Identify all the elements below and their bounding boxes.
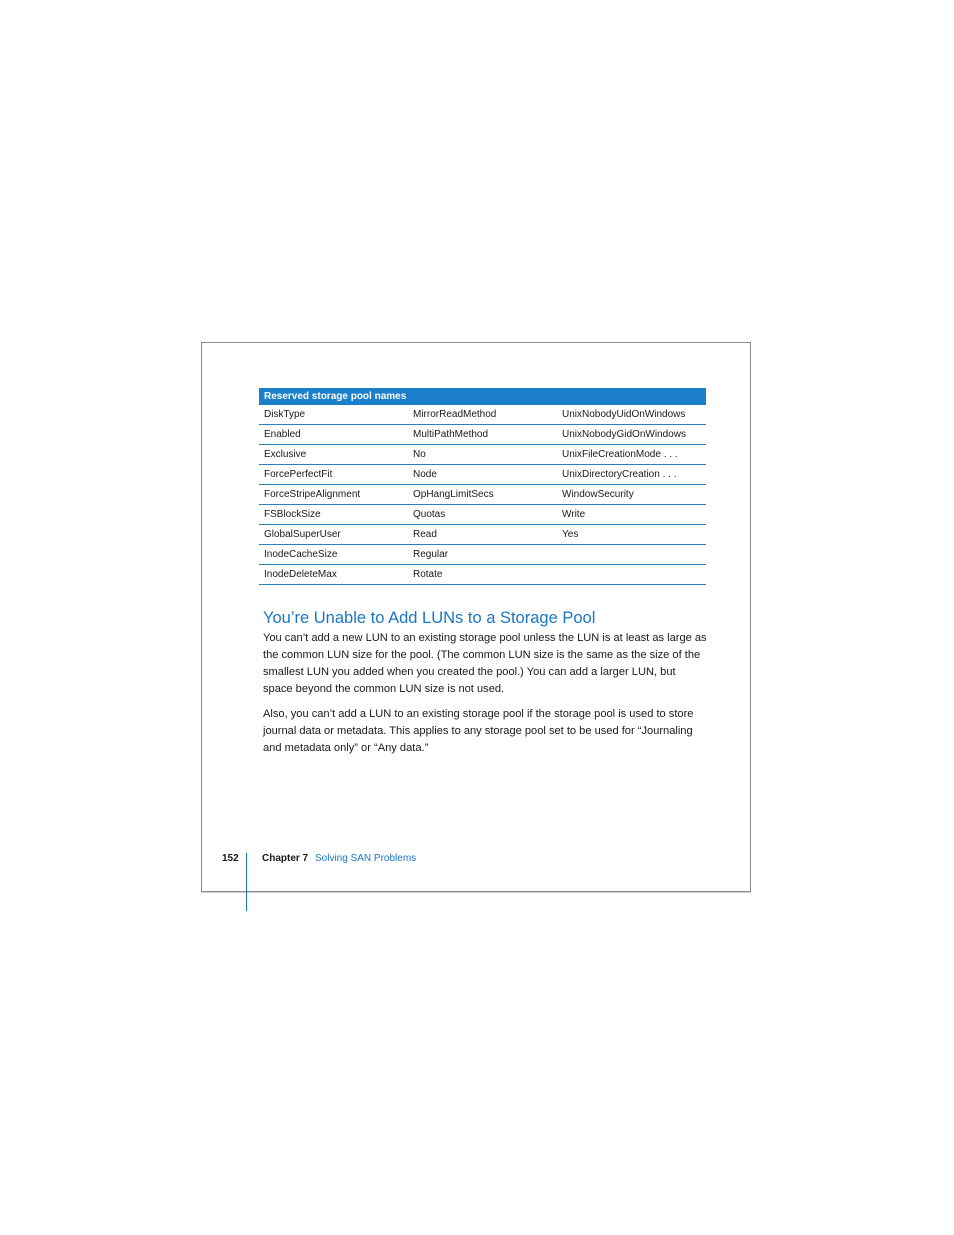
table-cell: InodeCacheSize: [259, 545, 408, 565]
table-cell: Enabled: [259, 425, 408, 445]
table-cell: UnixNobodyGidOnWindows: [557, 425, 706, 445]
table-cell: Node: [408, 465, 557, 485]
table-cell: Regular: [408, 545, 557, 565]
table-cell: Exclusive: [259, 445, 408, 465]
table-cell: UnixDirectoryCreation . . .: [557, 465, 706, 485]
chapter-title: Solving SAN Problems: [315, 853, 417, 864]
table-cell: Read: [408, 525, 557, 545]
table-cell: MirrorReadMethod: [408, 405, 557, 425]
table-header-row: [259, 388, 706, 405]
section-heading: You’re Unable to Add LUNs to a Storage Pool: [263, 609, 596, 627]
table-cell: Rotate: [408, 565, 557, 585]
table-cell: ForceStripeAlignment: [259, 485, 408, 505]
body-paragraph: Also, you can’t add a LUN to an existing storage pool if the storage pool is used to store journal data or metadata. This applies to any storage pool set to be used for “Journaling and metadata only” or “Any data.”: [263, 708, 694, 754]
footer-divider: [246, 853, 247, 911]
table-cell: Quotas: [408, 505, 557, 525]
table-cell: FSBlockSize: [259, 505, 408, 525]
table-row: [259, 525, 706, 545]
table-cell: Yes: [557, 525, 706, 545]
table-cell: ForcePerfectFit: [259, 465, 408, 485]
page-number: 152: [222, 853, 239, 864]
table-cell: InodeDeleteMax: [259, 565, 408, 585]
table-row: [259, 505, 706, 525]
table-header: Reserved storage pool names: [259, 388, 706, 405]
chapter-label: Chapter 7: [262, 853, 309, 864]
reserved-pool-names-table: [259, 388, 706, 585]
table-row: [259, 565, 706, 585]
table-cell: DiskType: [259, 405, 408, 425]
table-row: [259, 545, 706, 565]
table-cell: UnixNobodyUidOnWindows: [557, 405, 706, 425]
table-cell: OpHangLimitSecs: [408, 485, 557, 505]
table-cell: UnixFileCreationMode . . .: [557, 445, 706, 465]
table-row: [259, 425, 706, 445]
table-row: [259, 445, 706, 465]
table-cell: MultiPathMethod: [408, 425, 557, 445]
table-row: [259, 485, 706, 505]
table-cell: GlobalSuperUser: [259, 525, 408, 545]
table-row: [259, 405, 706, 425]
table-cell: No: [408, 445, 557, 465]
table-row: [259, 465, 706, 485]
body-paragraph: You can’t add a new LUN to an existing storage pool unless the LUN is at least as large as the common LUN size for the pool. (The common LUN size is the same as the size of the smallest LUN you added when you created the pool.) You can add a larger LUN, but space beyond the common LUN size is not used.: [263, 632, 707, 695]
table-cell: [557, 545, 706, 565]
table-cell: Write: [557, 505, 706, 525]
table-cell: [557, 565, 706, 585]
table-cell: WindowSecurity: [557, 485, 706, 505]
